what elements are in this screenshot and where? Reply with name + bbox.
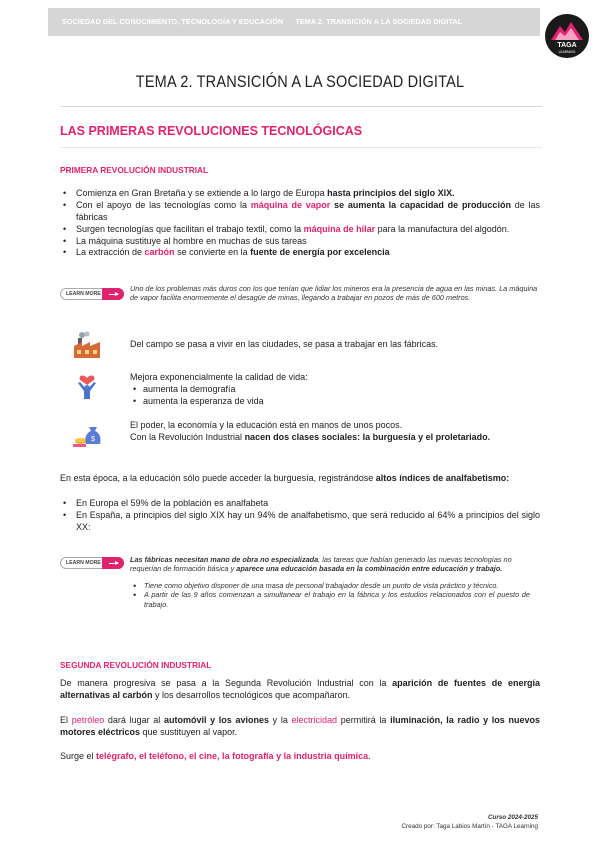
education-list (60, 498, 540, 534)
city-migration-text: Del campo se pasa a vivir en las ciudades, se pasa a trabajar en las fábricas. (130, 339, 439, 349)
list-item: • A partir de las 9 años comienzan a simultanear el trabajo en la fábrica y los estudios relacionados con el puesto de trabajo. (130, 590, 530, 609)
page-title: TEMA 2. TRANSICIÓN A LA SOCIEDAD DIGITAL (135, 73, 465, 91)
factory-icon (72, 330, 102, 360)
list-item: • Con el apoyo de las tecnologías como la máquina de vapor se aumenta la capacidad de producción de las fábricas (60, 200, 540, 224)
footer-course: Curso 2024-2025 (487, 814, 538, 821)
title-divider (60, 106, 542, 107)
life-quality-text: Mejora exponencialmente la calidad de vida: • aumenta la demografía • aumenta la esperanza de vida (130, 372, 540, 408)
first-revolution-heading: PRIMERA REVOLUCIÓN INDUSTRIAL (60, 165, 209, 175)
list-item: • En Europa el 59% de la población es analfabeta (60, 498, 540, 510)
money-bag-icon (72, 418, 102, 448)
arrow-right-icon (102, 557, 124, 569)
list-item: • En España, a principios del siglo XIX hay un 94% de analfabetismo, que será reducido al 64% a principios del siglo XX: (60, 510, 540, 534)
section-title: LAS PRIMERAS REVOLUCIONES TECNOLÓGICAS (60, 124, 363, 138)
svg-text:$: $ (91, 436, 95, 443)
header-topic: TEMA 2. TRANSICIÓN A LA SOCIEDAD DIGITAL (295, 17, 463, 26)
list-item: • aumenta la demografía (130, 384, 540, 396)
list-item: • aumenta la esperanza de vida (130, 396, 540, 408)
header-text (62, 17, 462, 27)
life-quality-icon (72, 369, 102, 399)
learn-more-button-2[interactable]: LEARN MORE (60, 557, 124, 569)
list-item: • Tiene como objetivo disponer de una masa de personal trabajador desde un punto de vista práctico y técnico. (130, 581, 530, 590)
list-item: • Comienza en Gran Bretaña y se extiende a lo largo de Europa hasta principios del siglo XIX. (60, 188, 540, 200)
section-divider (60, 147, 542, 148)
logo-sub: LEARNING (558, 50, 576, 54)
factories-note: Las fábricas necesitan mano de obra no especializada, las tareas que habían generado las nuevas tecnologías no requerían de formación básica y aparece una educación basada en la combinación entre educación y trabajo. • Tiene como objetivo disponer de una masa de personal trabajador desde un punto de vista práctico y técnico. • A partir de las 9 años comienzan a simultanear el trabajo en la fábrica y los estudios relacionados con el puesto de trabajo. (130, 555, 540, 609)
second-paragraph-3: Surge el telégrafo, el teléfono, el cine, la fotografía y la industria química. (60, 751, 371, 761)
list-item: • La extracción de carbón se convierte en la fuente de energía por excelencia (60, 247, 540, 259)
mining-note: Uno de los problemas más duros con los que tenían que lidiar los mineros era la presencia de agua en las minas. La máquina de vapor facilita enormemente el desagüe de minas, llegando a trabajar en pozos de más de 600 metros. (130, 284, 538, 303)
education-paragraph: En esta época, a la educación sólo puede acceder la burguesía, registrándose altos índices de analfabetismo: (60, 473, 510, 483)
second-paragraph-1: De manera progresiva se pasa a la Segunda Revolución Industrial con la aparición de fuentes de energía alternativas al carbón y los desarrollos tecnológicos que acompañaron. (60, 678, 540, 700)
list-item: • La máquina sustituye al hombre en muchas de sus tareas (60, 236, 540, 248)
arrow-right-icon (102, 288, 124, 300)
second-revolution-heading: SEGUNDA REVOLUCIÓN INDUSTRIAL (60, 660, 212, 670)
footer-author: Creado por: Taga Labios Martín - TAGA Learning (401, 823, 538, 830)
header-course: SOCIEDAD DEL CONOCIMIENTO, TECNOLOGÍA Y EDUCACIÓN (62, 17, 284, 26)
logo-text: TAGA (557, 42, 577, 49)
second-paragraph-2: El petróleo dará lugar al automóvil y los aviones y la electricidad permitirá la iluminación, la radio y los nuevos motores eléctricos que sustituyen al vapor. (60, 715, 540, 737)
first-revolution-list (60, 188, 540, 259)
learn-more-button[interactable]: LEARN MORE (60, 288, 124, 300)
taga-logo (545, 14, 589, 58)
list-item: • Surgen tecnologías que facilitan el trabajo textil, como la máquina de hilar para la manufactura del algodón. (60, 224, 540, 236)
social-classes-text: El poder, la economía y la educación está en manos de unos pocos. Con la Revolución Industrial nacen dos clases sociales: la burguesía y el proletariado. (130, 420, 491, 442)
